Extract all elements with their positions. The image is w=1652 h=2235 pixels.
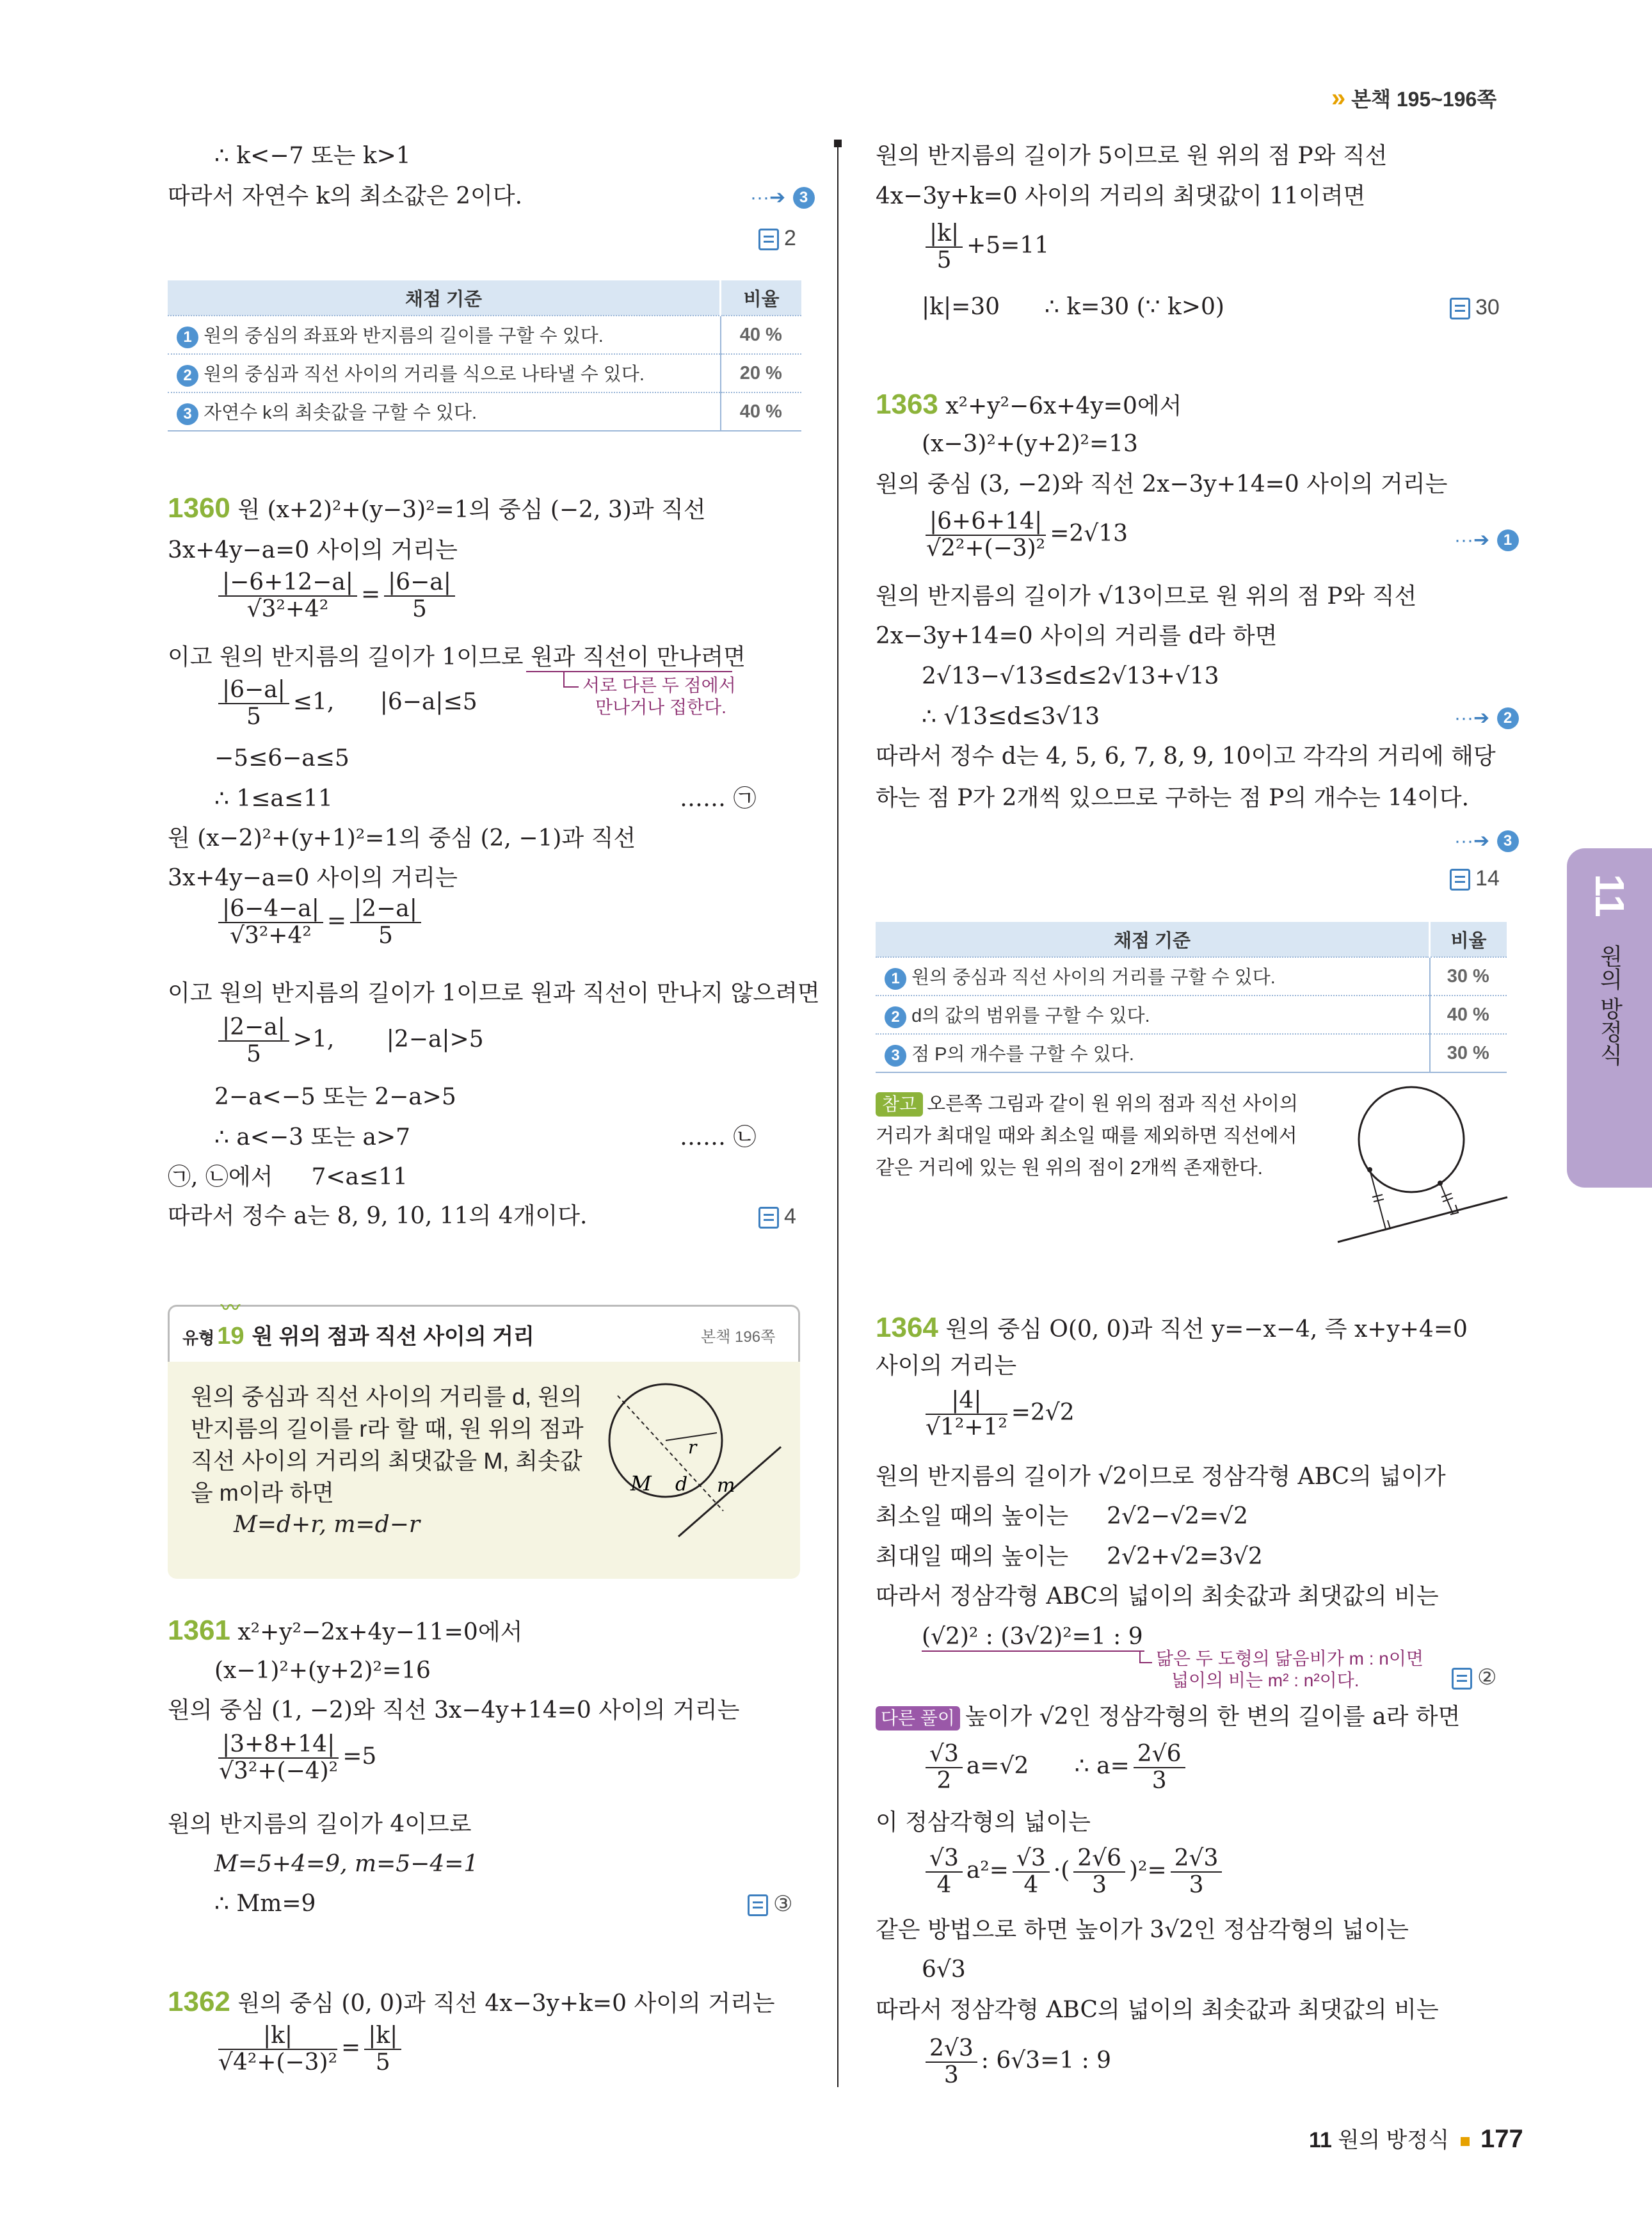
answer-3: ③ [748,1890,792,1918]
answer-14: 14 [1450,864,1500,892]
problem-1364: 1364 원의 중심 O(0, 0)과 직선 y=−x−4, 즉 x+y+4=0 [876,1312,1468,1343]
table-row: 1 원의 중심과 직선 사이의 거리를 구할 수 있다. 30 % [876,957,1507,996]
note-hook [563,672,579,688]
p1360-line4: 이고 원의 반지름의 길이가 1이므로 원과 직선이 만나려면 [168,644,746,670]
p1360-line15: ㉠, ㉡에서 7<a≤11 [168,1164,408,1190]
note-line2: 거리가 최대일 때와 최소일 때를 제외하면 직선에서 [876,1126,1297,1147]
type19-ref: 본책 196쪽 [701,1328,776,1346]
answer-30: 30 [1450,293,1500,321]
table-row: 3 점 P의 개수를 구할 수 있다. 30 % [876,1034,1507,1072]
note-line1: 참고 오른쪽 그림과 같이 원 위의 점과 직선 사이의 [876,1088,1298,1120]
table-header-ratio: 비율 [721,280,802,316]
divider-cap [834,140,842,147]
p1364-alt-eq1: $\frac{√3}{2}$ a=√2 ∴ a= $\frac{2√6}{3}$ [922,1741,1189,1794]
table-row: 2 원의 중심과 직선 사이의 거리를 식으로 나타낼 수 있다. 20 % [168,354,801,392]
side-tab-title: 원의 방정식 [1597,944,1623,1067]
step-marker-3: ···➔ 3 [750,182,815,212]
p1360-line9: 3x+4y−a=0 사이의 거리는 [168,865,458,891]
p1363-line3: 원의 중심 (3, −2)와 직선 2x−3y+14=0 사이의 거리는 [876,471,1448,497]
p1364-line2: 사이의 거리는 [876,1353,1017,1379]
p1364-line6: 최대일 때의 높이는 2√2+√2=3√2 [876,1544,1263,1570]
ratio-note1: 닮은 두 도형의 닮음비가 m : n이면 [1156,1649,1423,1668]
table-row: 2 d의 값의 범위를 구할 수 있다. 40 % [876,996,1507,1034]
page-reference [1331,83,1496,113]
p1364-line11: 이 정삼각형의 넓이는 [876,1809,1091,1836]
side-tab-number: 11 [1587,874,1633,917]
p1363-line8: ∴ √13≤d≤3√13 [922,704,1100,730]
p1364-line7: 따라서 정삼각형 ABC의 넓이의 최솟값과 최댓값의 비는 [876,1583,1439,1610]
p1363-line5: 원의 반지름의 길이가 √13이므로 원 위의 점 P와 직선 [876,583,1417,609]
answer-icon [1450,869,1470,891]
p1361-line5: 원의 반지름의 길이가 4이므로 [168,1811,472,1837]
r-top-fraction: $\frac{|k|}{5}$ +5=11 [922,221,1049,273]
table-header: 채점 기준 [168,280,721,316]
answer-icon [1450,298,1470,319]
problem-1361: 1361 x²+y²−2x+4y−11=0에서 [168,1615,523,1646]
p1361-line6: M=5+4=9, m=5−4=1 [214,1851,479,1877]
answer-2: 2 [758,224,796,252]
scoring-table-left [168,280,801,432]
alt-solution-tag: 다른 풀이 [876,1706,960,1731]
p1363-line10: 하는 점 P가 2개씩 있으므로 구하는 점 P의 개수는 14이다. [876,785,1470,811]
p1360-ineq1: $\frac{|6-a|}{5}$ ≤1, |6−a|≤5 [214,677,477,730]
problem-1362: 1362 원의 중심 (0, 0)과 직선 4x−3y+k=0 사이의 거리는 [168,1986,775,2017]
p1364-line13: 같은 방법으로 하면 높이가 3√2인 정삼각형의 넓이는 [876,1917,1409,1943]
p1364-line5: 최소일 때의 높이는 2√2−√2=√2 [876,1503,1248,1529]
note-line1: 서로 다른 두 점에서 [582,675,736,695]
p1363-marker3: ···➔ 3 [1454,826,1519,855]
footer-chapter: 원의 방정식 [1338,2128,1450,2152]
p1364-line15: 따라서 정삼각형 ABC의 넓이의 최솟값과 최댓값의 비는 [876,1997,1439,2023]
ratio-note-hook [1139,1652,1152,1663]
table-header-ratio: 비율 [1430,922,1507,957]
ratio-underline [922,1650,1144,1652]
footer-chapter-num: 11 [1309,2128,1332,2152]
svg-text:M: M [630,1471,652,1496]
page-number: 177 [1480,2125,1523,2153]
scoring-table-right [876,922,1507,1073]
p1360-marker1: …… ㉠ [680,786,757,812]
circle-line-figure [595,1376,787,1556]
table-header: 채점 기준 [876,922,1430,957]
note-block [876,1088,1298,1184]
circle-tangent-figure [1331,1082,1511,1248]
chapter-side-tab [1567,848,1652,1188]
footer-square-icon [1461,2137,1470,2146]
type19-b2: 반지름의 길이를 r라 할 때, 원 위의 점과 [191,1416,584,1442]
r-top-line2: 4x−3y+k=0 사이의 거리의 최댓값이 11이려면 [876,183,1366,209]
problem-1363: 1363 x²+y²−6x+4y=0에서 [876,389,1182,420]
note-tag: 참고 [876,1092,923,1117]
answer-2-circled: ② [1452,1663,1496,1691]
p1363-fraction: $\frac{|6+6+14|}{\text{√2²+(−3)²}}$ =2√13 [926,508,1128,561]
type19-b5: M=d+r, m=d−r [234,1512,421,1538]
answer-icon [748,1894,768,1916]
svg-text:m: m [717,1474,735,1497]
double-chevron-icon: » [1331,84,1346,112]
p1360-fraction1: $\frac{|-6+12-a|}{\text{√3²+4²}}$ = $\frac{|6-a|}{5}$ [214,570,459,622]
p1361-line7: ∴ Mm=9 [214,1891,316,1917]
p1361-fraction: $\frac{|3+8+14|}{\text{√3²+(−4)²}}$ =5 [219,1731,377,1784]
p1360-ineq2: $\frac{|2-a|}{5}$ >1, |2−a|>5 [214,1015,484,1067]
p1363-marker2: ···➔ 2 [1454,703,1519,732]
page-footer [1309,2122,1523,2154]
ineq-line: ∴ k<−7 또는 k>1 [214,143,411,169]
p1361-line2: (x−1)²+(y+2)²=16 [214,1658,431,1684]
table-row: 1 원의 중심의 좌표와 반지름의 길이를 구할 수 있다. 40 % [168,316,801,354]
p1364-line8: (√2)² : (3√2)²=1 : 9 [922,1624,1143,1650]
note-line2: 만나거나 접한다. [595,697,726,717]
note-line3: 같은 거리에 있는 원 위의 점이 2개씩 존재한다. [876,1158,1263,1179]
p1360-line13: 2−a<−5 또는 2−a>5 [214,1084,456,1110]
p1364-line14: 6√3 [922,1957,966,1983]
table-row: 3 자연수 k의 최솟값을 구할 수 있다. 40 % [168,392,801,431]
p1360-line7: ∴ 1≤a≤11 [214,786,333,812]
p1362-fraction: $\frac{|k|}{\text{√4²+(−3)²}}$ = $\frac{|k|}{5}$ [214,2023,405,2076]
svg-text:r: r [688,1437,697,1458]
r-top-line1: 원의 반지름의 길이가 5이므로 원 위의 점 P와 직선 [876,143,1388,169]
p1360-line14: ∴ a<−3 또는 a>7 [214,1124,411,1150]
p1360-fraction2: $\frac{|6-4-a|}{\text{√3²+4²}}$ = $\frac{|2-a|}{5}$ [214,896,425,949]
answer-icon [758,229,779,250]
p1363-marker1: ···➔ 1 [1454,525,1519,554]
r-top-line4: |k|=30 ∴ k=30 (∵ k>0) [922,294,1224,320]
column-divider [837,141,838,2087]
p1360-line6: −5≤6−a≤5 [214,745,349,771]
page-reference-text: 본책 195~196쪽 [1351,88,1497,111]
p1361-line3: 원의 중심 (1, −2)와 직선 3x−4y+14=0 사이의 거리는 [168,1697,740,1723]
p1364-line4: 원의 반지름의 길이가 √2이므로 정삼각형 ABC의 넓이가 [876,1464,1446,1490]
answer-icon [758,1207,779,1229]
type19-title: 유형 19 원 위의 점과 직선 사이의 거리 [182,1323,534,1350]
p1360-line16: 따라서 정수 a는 8, 9, 10, 11의 4개이다. [168,1203,588,1229]
ratio-note2: 넓이의 비는 m² : n²이다. [1171,1670,1359,1690]
p1363-line9: 따라서 정수 d는 4, 5, 6, 7, 8, 9, 10이고 각각의 거리에 해당 [876,743,1496,770]
p1364-alt-line: 다른 풀이 높이가 √2인 정삼각형의 한 변의 길이를 a라 하면 [876,1703,1460,1731]
wave-icon: 〰 [221,1297,240,1319]
p1364-area-eq: $\frac{√3}{4}$ a²= $\frac{√3}{4}$ ·( $\frac{2√6}{3}$ )²= $\frac{2√3}{3}$ [922,1846,1226,1898]
p1364-fraction1: $\frac{|4|}{\text{√1²+1²}}$ =2√2 [926,1387,1075,1440]
problem-1360: 1360 원 (x+2)²+(y−3)²=1의 중심 (−2, 3)과 직선 [168,492,706,524]
p1360-line2: 3x+4y−a=0 사이의 거리는 [168,537,458,563]
answer-4: 4 [758,1202,796,1230]
conclusion-line: 따라서 자연수 k의 최소값은 2이다. [168,183,523,209]
p1363-line7: 2√13−√13≤d≤2√13+√13 [922,663,1219,690]
type19-b4: 을 m이라 하면 [191,1480,334,1506]
type19-b1: 원의 중심과 직선 사이의 거리를 d, 원의 [191,1384,582,1410]
p1363-line2: (x−3)²+(y+2)²=13 [922,431,1138,457]
p1363-line6: 2x−3y+14=0 사이의 거리를 d라 하면 [876,623,1278,649]
svg-text:d: d [675,1473,688,1496]
p1360-line11: 이고 원의 반지름의 길이가 1이므로 원과 직선이 만나지 않으려면 [168,980,820,1006]
p1364-final-ratio: $\frac{2√3}{3}$ : 6√3=1 : 9 [922,2036,1111,2088]
type19-b3: 직선 사이의 거리의 최댓값을 M, 최솟값 [191,1448,582,1474]
p1360-marker2: …… ㉡ [680,1124,757,1150]
answer-icon [1452,1668,1472,1690]
p1360-line8: 원 (x−2)²+(y+1)²=1의 중심 (2, −1)과 직선 [168,825,636,851]
